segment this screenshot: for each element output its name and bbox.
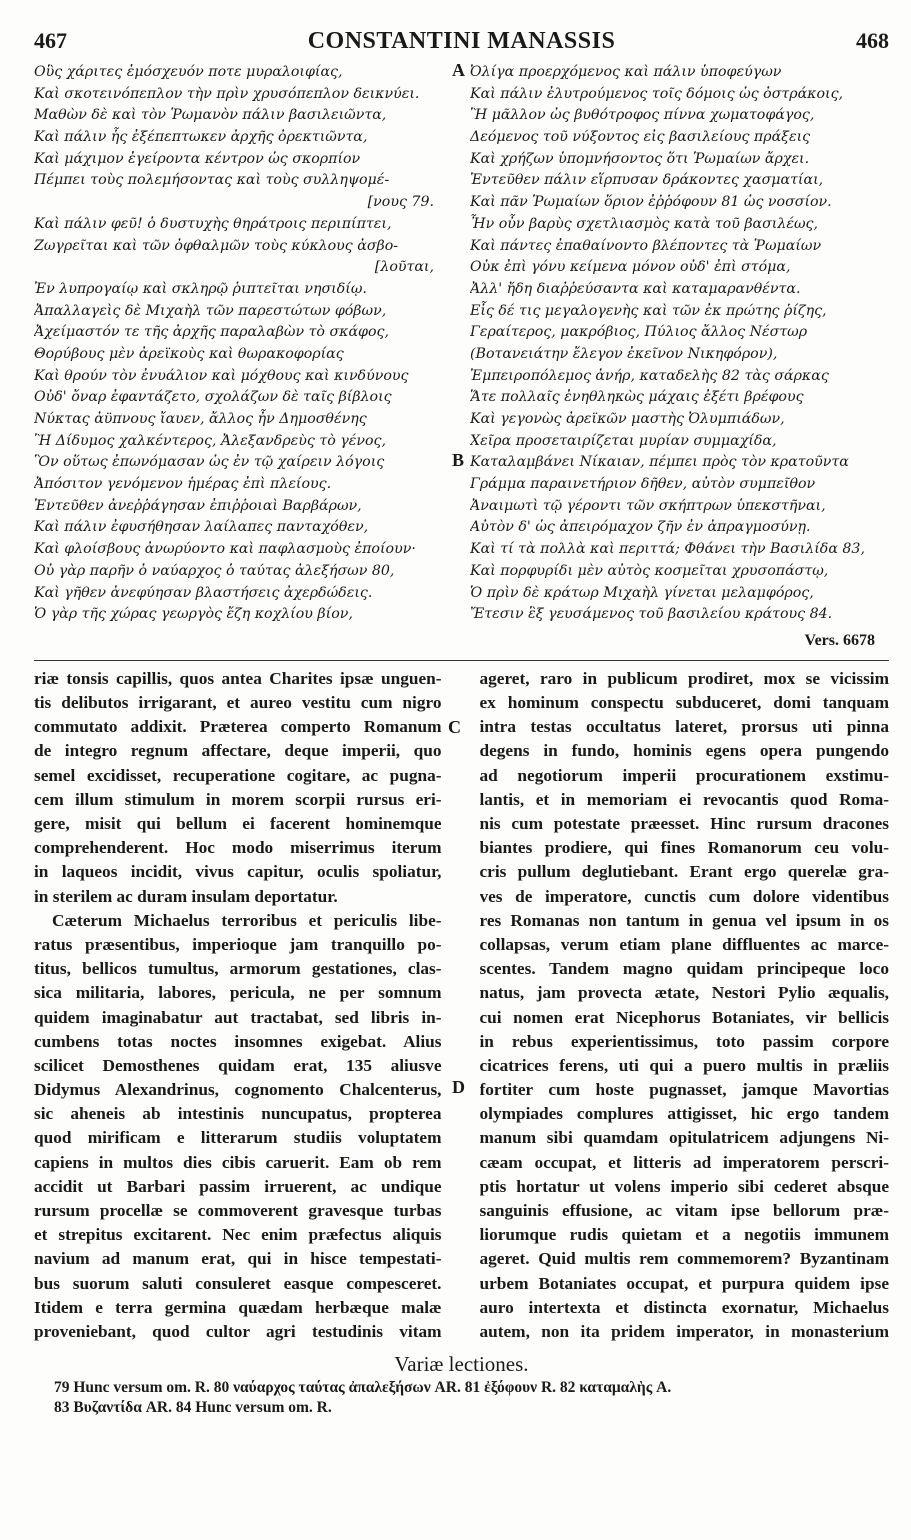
verse-line: Ὁ πρὶν δὲ κράτωρ Μιχαὴλ γίνεται μελαμφόρος,: [470, 584, 814, 601]
prose-line: rursum procellæ se commoverent gravesque turbas: [34, 1201, 442, 1220]
verse-line: Καὶ φλοίσβους ἀνωρύοντο καὶ παφλασμοὺς ἐποίουν·: [34, 541, 416, 558]
prose-line: cris pullum deglutiebant. Erant ergo querelæ gra-: [479, 862, 889, 882]
prose-line: autem, non ita pridem imperator, in monasterium: [479, 1321, 889, 1341]
prose-line: scentes. Tandem magno quidam principeque loco: [479, 959, 889, 979]
verse-line: Ἀναιμωτὶ τῷ γέροντι τῶν σκήπτρων ὑπεκστῆναι,: [470, 497, 826, 514]
verse-line: Δεόμενος τοῦ νύξοντος εἰς βασιλείους πράξεις: [470, 129, 811, 146]
verse-line: Καὶ πᾶν Ῥωμαίων ὅριον ἐῤῥόφουν 81 ὡς νοσσίον.: [470, 194, 832, 211]
prose-line: cui nomen erat Nicephorus Botaniates, vir bellicis: [479, 1007, 889, 1027]
verse-line: Ζωγρεῖται καὶ τῶν ὀφθαλμῶν τοὺς κύκλους ἀσβο-: [34, 237, 399, 254]
margin-marker-b: B: [452, 450, 465, 470]
verse-line: Καὶ σκοτεινόπεπλον τὴν πρὶν χρυσόπεπλον δεικνύει.: [34, 85, 420, 102]
margin-marker-a: A: [452, 60, 465, 80]
prose-line: riæ tonsis capillis, quos antea Charites ipsæ unguen-: [34, 668, 442, 688]
verse-line: Χεῖρα προσεταιρίζεται μυρίαν συμμαχίδα,: [470, 432, 777, 449]
prose-line: manum sibi quamdam opitulatricem adjungens Ni-: [479, 1128, 889, 1148]
verse-line: [λοῦται,: [374, 259, 434, 276]
prose-line: in laqueos incidit, vivus capitur, oculis spoliatur,: [34, 862, 442, 882]
prose-line: ratus præsentibus, imperioque jam tranquillo po-: [34, 934, 442, 954]
latin-translation-section: [34, 667, 889, 1344]
verse-line: Ἐμπειροπόλεμος ἀνήρ, καταδελὴς 82 τὰς σάρκας: [470, 367, 829, 384]
prose-line: tis delibutos irrigarant, et aureo vestitu cum nigro: [34, 693, 442, 713]
margin-marker-d: D: [452, 1076, 465, 1097]
prose-line: proveniebant, quod cultor agri testudinis vitam: [34, 1321, 442, 1341]
prose-line: ex hominum conspectu subduceret, domi tanquam: [479, 693, 889, 713]
verse-line: Εἷς δέ τις μεγαλογενὴς καὶ τῶν ἐκ πρώτης ῥίζης,: [470, 302, 827, 319]
verse-line: Ἐντεῦθεν ἀνεῤῥάγησαν ἐπιῤῥοιαὶ Βαρβάρων,: [34, 497, 362, 514]
verse-line: Καὶ γῆθεν ἀνεφύησαν βλαστήσεις ἀχερδώδεις.: [34, 584, 373, 601]
verse-line: Μαθὼν δὲ καὶ τὸν Ῥωμανὸν πάλιν βασιλειῶντα,: [34, 107, 387, 124]
verse-line: Καὶ μάχιμον ἐγείροντα κέντρον ὡς σκορπίον: [34, 150, 361, 167]
prose-line: ves de imperatore, cunctis cum dolore videntibus: [479, 886, 889, 906]
prose-line: ageret. Quid multis rem commemorem? Byzantinam: [479, 1249, 889, 1269]
verse-line: Καὶ χρήζων ὑπομνήσοντος ὅτι Ῥωμαίων ἄρχει.: [470, 150, 810, 167]
prose-line: fortiter cum hoste pugnasset, jamque Mavortias: [479, 1080, 889, 1100]
greek-column-left: [34, 62, 448, 626]
prose-line: comprehenderent. Hoc modo miserrimus iterum: [34, 838, 442, 858]
prose-line: sica militaria, labores, pericula, ne per somnum: [34, 983, 442, 1003]
verse-line: Θορύβους μὲν ἀρεϊκοὺς καὶ θωρακοφορίας: [34, 345, 344, 362]
prose-line: auro intertexta et distincta exornatur, Michaelus: [479, 1297, 889, 1317]
greek-verse-section: [34, 62, 889, 626]
latin-column-left: [34, 667, 442, 1344]
verse-line: Ὀλίγα προερχόμενος καὶ πάλιν ὑποφεύγων: [470, 64, 782, 80]
latin-column-right: [480, 667, 890, 1344]
footnote-line: 83 Βυζαντίδα AR. 84 Hunc versum om. R.: [54, 1399, 332, 1417]
verse-line: Ἀπαλλαγεὶς δὲ Μιχαὴλ τῶν παρεστώτων φόβων,: [34, 302, 387, 319]
prose-line: semel excidisset, recuperatione cogitare, ac pugna-: [34, 765, 442, 785]
prose-line: commutato addixit. Præterea comperto Romanum: [34, 717, 442, 737]
section-divider: [34, 660, 889, 661]
verse-line: Γεραίτερος, μακρόβιος, Πύλιος ἄλλος Νέστωρ: [470, 324, 808, 341]
verse-line: Ἐν λυπρογαίῳ καὶ σκληρῷ ῥιπτεῖται νησιδίῳ.: [34, 280, 367, 297]
margin-marker-c: C: [448, 716, 461, 737]
verse-line: Οὓς χάριτες ἐμόσχευόν ποτε μυραλοιφίας,: [34, 64, 343, 80]
verse-line: (Βοτανειάτην ἔλεγον ἐκεῖνον Νικηφόρον),: [470, 345, 778, 362]
verse-line: Καὶ πάλιν ἐφυσήθησαν λαίλαπες πανταχόθεν,: [34, 519, 369, 536]
verse-line: Νύκτας ἀϋπνους ἴαυεν, ἄλλος ἦν Δημοσθένης: [34, 411, 367, 427]
prose-line: lantis, et in memoriam ei revocantis quod Roma-: [479, 789, 889, 809]
verse-line: Καὶ πορφυρίδι μὲν αὐτὸς κοσμεῖται χρυσοπάστῳ,: [470, 562, 829, 579]
verse-line: Ἔτεσιν ἓξ γευσάμενος τοῦ βασιλείου κράτους 84.: [470, 606, 833, 623]
verse-line: Ἢ Δίδυμος χαλκέντερος, Ἀλεξανδρεὺς τὸ γένος,: [34, 432, 386, 449]
verse-line: Ἀχείμαστόν τε τῆς ἀρχῆς παραλαβὼν τὸ σκάφος,: [34, 324, 389, 341]
verse-line: Ἢ μᾶλλον ὡς βυθότροφος πίννα χωματοφάγος,: [470, 107, 815, 124]
prose-line: capiens in multos dies cibis caruerit. Eam ob rem: [34, 1152, 442, 1172]
prose-line: cicatrices ferens, uti qui a puero multis in præliis: [479, 1055, 889, 1075]
prose-line: degens in fundo, hominis egens opera pungendo: [479, 741, 889, 761]
prose-line: et strepitus excitarent. Nec enim præfectus aliquis: [34, 1225, 442, 1245]
prose-line: nis cum potestate præesset. Hinc rursum dracones: [479, 814, 889, 833]
verse-line: Ἅτε πολλαῖς ἐνηθληκὼς μάχαις ἐξέτι βρέφους: [470, 389, 804, 406]
verse-line: Ὁ γὰρ τῆς χώρας γεωργὸς ἔζη κοχλίου βίον,: [34, 606, 353, 623]
prose-line: natus, jam provecta ætate, Nestori Pylio æqualis,: [479, 983, 889, 1003]
prose-line: liorumque rudis quietam et a negotiis immunem: [479, 1225, 889, 1245]
right-page-number: 468: [856, 28, 889, 53]
prose-line: bus suorum saluti consuleret easque compesceret.: [34, 1273, 442, 1293]
footnote-line: 79 Hunc versum om. R. 80 ναύαρχος ταύτας ἀπαλεξήσων AR. 81 ἐξόφουν R. 82 καταμαλὴς A.: [54, 1379, 672, 1397]
prose-line: res Romanas non tantum in genua vel ipsum in os: [479, 910, 889, 930]
prose-line: de integro regnum affectare, deque imperii, quo: [34, 741, 442, 761]
verse-line: Καὶ θρούν τὸν ἐνυάλιον καὶ μόχθους καὶ κινδύνους: [34, 367, 409, 384]
verse-line: Οὐκ ἐπὶ γόνυ κείμενα μόνον οὐδ' ἐπὶ στόμα,: [470, 259, 791, 276]
greek-column-right: [470, 62, 889, 626]
prose-line: ageret, raro in publicum prodiret, mox se vicissim: [479, 668, 889, 688]
prose-line: olympiades complures attigisset, hic ergo tandem: [479, 1104, 889, 1124]
variae-lectiones-heading: Variæ lectiones.: [394, 1352, 529, 1377]
verse-line: Ἦν οὖν βαρὺς σχετλιασμὸς κατὰ τοῦ βασιλέως,: [470, 215, 819, 232]
verse-line: Γράμμα παραινετήριον δῆθεν, αὐτὸν συμπεῖθον: [470, 476, 816, 493]
prose-line: accidit ut Barbari passim irruerent, ac undique: [34, 1176, 442, 1196]
prose-line: collapsas, verum etiam plane diffluentes ac marce-: [479, 934, 889, 954]
verse-line: Ἀπόσιτον γενόμενον ἡμέρας ἐπὶ πλείους.: [34, 476, 332, 493]
prose-line: cæam occupat, et litteris ad imperatorem perscri-: [479, 1152, 889, 1172]
verse-line: Ἐντεῦθεν πάλιν εἵρπυσαν δράκοντες χασματίαι,: [470, 172, 824, 189]
prose-line: ad negotiorum imperii procurationem exstimu-: [479, 765, 889, 785]
prose-line: cumbens totas noctes insomnes exigebat. Alius: [34, 1031, 442, 1051]
verse-line: Καταλαμβάνει Νίκαιαν, πέμπει πρὸς τὸν κρατοῦντα: [470, 454, 849, 471]
prose-line: urbem Botaniates occupat, et purpura quidem ipse: [479, 1273, 889, 1293]
prose-line: Didymus Alexandrinus, cognomento Chalcenterus,: [34, 1080, 442, 1100]
verse-line: Καὶ γεγονὼς ἀρεϊκῶν μαστὴς Ὀλυμπιάδων,: [470, 411, 785, 427]
prose-line: Cæterum Michaelus terroribus et periculis libe-: [52, 910, 442, 930]
verse-line: Πέμπει τοὺς πολεμήσοντας καὶ τοὺς συλληψομέ-: [34, 172, 390, 189]
verse-line: Καὶ τί τὰ πολλὰ καὶ περιττά; Φθάνει τὴν Βασιλίδα 83,: [470, 541, 865, 558]
verse-line: Καὶ πάλιν φεῦ! ὁ δυστυχὴς θηράτροις περιπίπτει,: [34, 215, 392, 232]
running-title: CONSTANTINI MANASSIS: [307, 28, 616, 54]
prose-line: sic aheneis ab intestinis nuncupatus, propterea: [34, 1104, 442, 1124]
verse-number: Vers. 6678: [804, 631, 875, 649]
prose-line: intra testas occultatus lateret, prorsus uti pinna: [479, 717, 889, 737]
verse-line: Οὐδ' ὄναρ ἐφαντάζετο, σχολάζων δὲ ταῖς βίβλοις: [34, 389, 392, 406]
prose-line: navium ad manum erat, qui in hisce tempestati-: [34, 1249, 442, 1269]
prose-line: Itidem e terra germina quædam herbæque malæ: [34, 1297, 442, 1317]
prose-line: cem illum stimulum in morem scorpii rursus eri-: [34, 789, 442, 809]
prose-line: titus, bellicos tumultus, armorum gestationes, clas-: [34, 959, 442, 979]
verse-line: Ὃν οὕτως ἐπωνόμασαν ὡς ἐν τῷ χαίρειν λόγοις: [34, 454, 385, 471]
prose-line: in rebus experientissimus, toto passim corpore: [479, 1031, 889, 1051]
prose-line: sanguinis effusione, ac vitam ipse bellorum præ-: [479, 1201, 889, 1220]
verse-line: Καὶ πάλιν ἧς ἐξέπεπτωκεν ἀρχῆς ὀρεκτιῶντα,: [34, 129, 368, 146]
left-page-number: 467: [34, 28, 67, 53]
prose-line: scilicet Demosthenes quidam erat, 135 aliusve: [34, 1055, 442, 1075]
prose-line: ptis hortatur ut volens imperio sibi cederet absque: [479, 1176, 889, 1196]
prose-line: gere, misit qui bellum ei facerent hominemque: [34, 814, 442, 833]
prose-line: quod mirificam e litterarum studiis voluptatem: [34, 1128, 442, 1148]
verse-line: Ἀλλ' ἤδη διαῤῥεύσαντα καὶ καταμαρανθέντα.: [470, 280, 801, 297]
prose-line: in sterilem ac duram insulam deportatur.: [34, 886, 338, 906]
verse-line: [νους 79.: [367, 194, 434, 211]
verse-line: Καὶ πάλιν ἐλυτρούμενος τοῖς δόμοις ὡς ὀστράκοις,: [470, 85, 844, 102]
prose-line: biantes prodiere, qui fines Romanorum ceu volu-: [479, 838, 889, 858]
verse-line: Καὶ πάντες ἐπαθαίνοντο βλέποντες τὰ Ῥωμαίων: [470, 237, 822, 254]
page-header: [34, 28, 889, 62]
footnotes: [34, 1378, 889, 1418]
verse-line: Αὐτὸν δ' ὡς ἀπειρόμαχον ζῆν ἐν ἀπραγμοσύνῃ.: [470, 519, 811, 536]
verse-line: Οὐ γὰρ παρῆν ὁ ναύαρχος ὁ ταύτας ἀλεξήσων 80,: [34, 562, 395, 579]
prose-line: quidem imaginabatur aut tractabat, sed libris in-: [34, 1007, 442, 1027]
